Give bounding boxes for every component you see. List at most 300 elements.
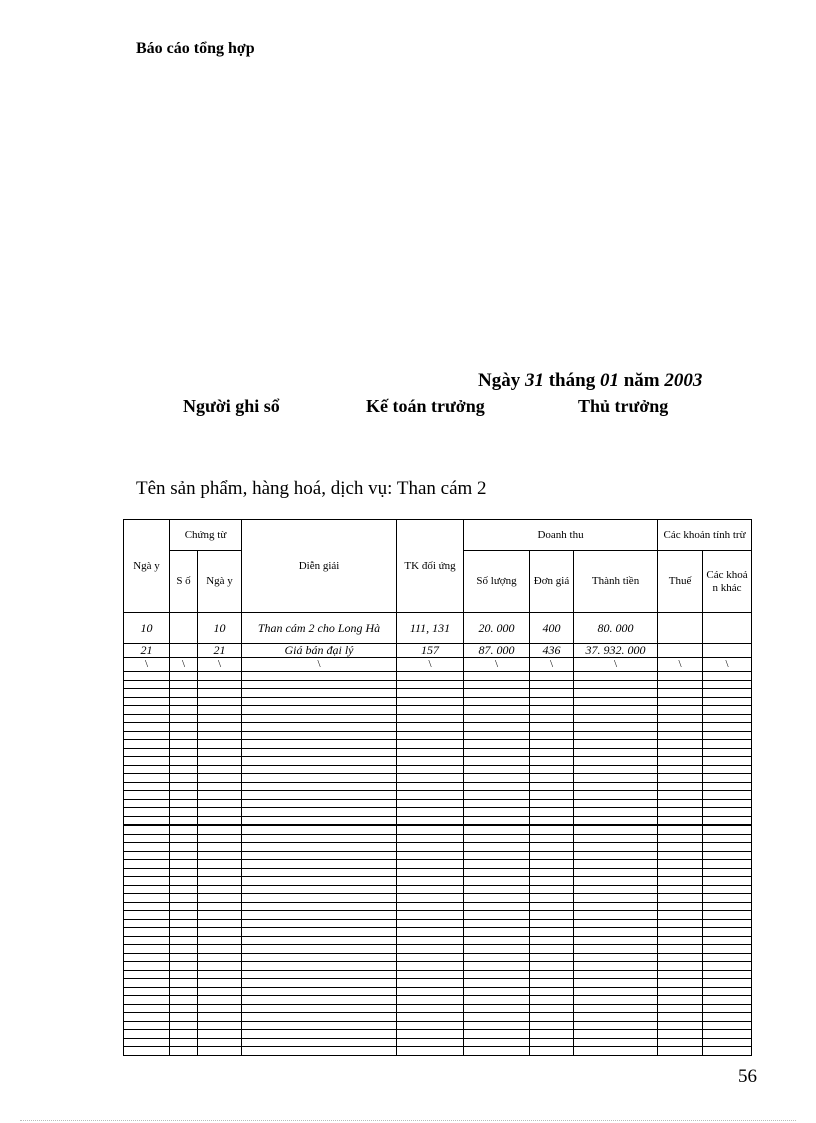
table-row [124, 644, 752, 658]
signature-head: Thủ trưởng [578, 396, 669, 416]
empty-cell [242, 1030, 397, 1039]
empty-cell [703, 680, 752, 689]
empty-cell [703, 885, 752, 894]
empty-cell [464, 689, 530, 698]
empty-row [124, 723, 752, 732]
empty-cell [124, 774, 170, 783]
empty-cell [658, 979, 703, 988]
empty-cell [530, 740, 574, 749]
empty-cell [170, 936, 198, 945]
empty-cell [703, 894, 752, 903]
empty-cell [170, 1021, 198, 1030]
empty-cell [464, 860, 530, 869]
empty-cell [397, 791, 464, 800]
header-so: S ố [170, 551, 198, 613]
empty-cell [658, 911, 703, 920]
empty-row [124, 987, 752, 996]
empty-cell [124, 911, 170, 920]
empty-cell [242, 851, 397, 860]
empty-cell [703, 714, 752, 723]
empty-cell [464, 825, 530, 834]
empty-cell [170, 706, 198, 715]
empty-cell [124, 1030, 170, 1039]
empty-cell [658, 953, 703, 962]
empty-cell [464, 919, 530, 928]
empty-cell [242, 979, 397, 988]
empty-cell [530, 1021, 574, 1030]
empty-cell [242, 706, 397, 715]
empty-cell [124, 765, 170, 774]
empty-cell [170, 885, 198, 894]
empty-cell [242, 902, 397, 911]
empty-cell [124, 928, 170, 937]
empty-cell [397, 1004, 464, 1013]
empty-cell [574, 945, 658, 954]
empty-cell [574, 877, 658, 886]
empty-cell [530, 697, 574, 706]
empty-cell [242, 1047, 397, 1056]
empty-cell [170, 825, 198, 834]
empty-cell [124, 1021, 170, 1030]
empty-cell [124, 740, 170, 749]
date-year-label: năm [618, 370, 665, 391]
empty-cell [198, 885, 242, 894]
empty-cell [574, 757, 658, 766]
empty-cell [703, 731, 752, 740]
empty-cell [703, 672, 752, 681]
empty-cell [124, 816, 170, 825]
empty-cell [658, 731, 703, 740]
empty-cell [397, 672, 464, 681]
empty-cell [242, 680, 397, 689]
empty-row [124, 843, 752, 852]
empty-cell [464, 757, 530, 766]
empty-cell [464, 945, 530, 954]
empty-cell [124, 825, 170, 834]
cell-thanh-tien: 80. 000 [574, 613, 658, 644]
empty-cell [574, 987, 658, 996]
empty-cell [170, 757, 198, 766]
empty-cell [658, 868, 703, 877]
empty-cell [703, 911, 752, 920]
empty-cell [530, 680, 574, 689]
empty-cell [242, 740, 397, 749]
empty-row [124, 877, 752, 886]
empty-cell [242, 970, 397, 979]
empty-cell [574, 911, 658, 920]
empty-cell [198, 706, 242, 715]
empty-cell [658, 928, 703, 937]
empty-cell [242, 919, 397, 928]
empty-cell [397, 936, 464, 945]
signature-recorder: Người ghi sổ [183, 396, 280, 416]
empty-cell [170, 996, 198, 1005]
empty-cell [464, 816, 530, 825]
empty-cell [397, 799, 464, 808]
empty-cell [242, 885, 397, 894]
empty-cell [464, 1021, 530, 1030]
empty-cell [464, 953, 530, 962]
empty-cell [574, 962, 658, 971]
empty-cell [530, 877, 574, 886]
product-line: Tên sản phẩm, hàng hoá, dịch vụ: Than cám 2 [136, 478, 487, 499]
empty-cell [124, 723, 170, 732]
marker-cell: \ [124, 658, 170, 672]
empty-cell [198, 774, 242, 783]
empty-cell [242, 723, 397, 732]
empty-cell [242, 774, 397, 783]
empty-cell [703, 816, 752, 825]
empty-cell [198, 894, 242, 903]
empty-cell [703, 877, 752, 886]
empty-cell [703, 996, 752, 1005]
empty-cell [198, 928, 242, 937]
empty-row [124, 706, 752, 715]
empty-cell [530, 945, 574, 954]
empty-cell [170, 928, 198, 937]
empty-cell [658, 825, 703, 834]
empty-cell [464, 1047, 530, 1056]
empty-row [124, 1038, 752, 1047]
empty-cell [703, 1013, 752, 1022]
empty-cell [703, 843, 752, 852]
empty-row [124, 970, 752, 979]
empty-cell [530, 996, 574, 1005]
cell-thue [658, 644, 703, 658]
empty-cell [574, 731, 658, 740]
header-chung-tu: Chứng từ [170, 520, 242, 551]
empty-cell [198, 791, 242, 800]
empty-cell [397, 706, 464, 715]
empty-cell [198, 1047, 242, 1056]
empty-cell [574, 1013, 658, 1022]
empty-cell [170, 748, 198, 757]
empty-cell [574, 697, 658, 706]
empty-cell [242, 962, 397, 971]
empty-cell [574, 928, 658, 937]
empty-cell [703, 689, 752, 698]
empty-cell [242, 843, 397, 852]
empty-cell [124, 851, 170, 860]
empty-cell [530, 731, 574, 740]
empty-cell [170, 945, 198, 954]
empty-cell [397, 987, 464, 996]
empty-cell [170, 723, 198, 732]
empty-cell [397, 689, 464, 698]
empty-row [124, 740, 752, 749]
empty-cell [397, 962, 464, 971]
empty-cell [170, 953, 198, 962]
empty-cell [658, 757, 703, 766]
empty-cell [703, 979, 752, 988]
empty-row [124, 953, 752, 962]
empty-cell [170, 987, 198, 996]
empty-cell [464, 799, 530, 808]
empty-cell [703, 1038, 752, 1047]
empty-cell [124, 782, 170, 791]
empty-cell [464, 697, 530, 706]
empty-row [124, 672, 752, 681]
empty-row [124, 714, 752, 723]
date-year: 2003 [664, 370, 703, 391]
empty-row [124, 834, 752, 843]
empty-cell [574, 799, 658, 808]
empty-cell [464, 1004, 530, 1013]
empty-cell [464, 877, 530, 886]
empty-cell [464, 868, 530, 877]
cell-thue [658, 613, 703, 644]
empty-cell [530, 894, 574, 903]
cell-so-luong: 87. 000 [464, 644, 530, 658]
empty-cell [397, 834, 464, 843]
empty-cell [397, 680, 464, 689]
empty-cell [198, 970, 242, 979]
empty-cell [170, 765, 198, 774]
empty-cell [464, 714, 530, 723]
header-tk-doi-ung: TK đối ứng [397, 520, 464, 613]
empty-cell [530, 911, 574, 920]
empty-cell [574, 808, 658, 817]
empty-cell [198, 714, 242, 723]
date-month-label: tháng [543, 370, 600, 391]
empty-cell [397, 774, 464, 783]
empty-row [124, 902, 752, 911]
empty-cell [464, 765, 530, 774]
empty-cell [124, 894, 170, 903]
empty-cell [658, 816, 703, 825]
empty-row [124, 680, 752, 689]
empty-cell [242, 1021, 397, 1030]
empty-cell [124, 1047, 170, 1056]
empty-cell [124, 834, 170, 843]
empty-cell [124, 731, 170, 740]
empty-cell [658, 1047, 703, 1056]
empty-cell [464, 1013, 530, 1022]
empty-cell [397, 757, 464, 766]
empty-cell [242, 911, 397, 920]
empty-row [124, 697, 752, 706]
empty-cell [530, 979, 574, 988]
empty-cell [170, 731, 198, 740]
empty-cell [464, 740, 530, 749]
empty-cell [198, 748, 242, 757]
empty-cell [124, 936, 170, 945]
empty-cell [198, 723, 242, 732]
empty-cell [658, 791, 703, 800]
date-line [478, 370, 702, 392]
empty-cell [703, 1047, 752, 1056]
empty-cell [658, 987, 703, 996]
cell-thanh-tien: 37. 932. 000 [574, 644, 658, 658]
empty-cell [703, 799, 752, 808]
empty-cell [170, 816, 198, 825]
empty-row [124, 808, 752, 817]
empty-cell [658, 885, 703, 894]
empty-cell [397, 894, 464, 903]
empty-cell [464, 894, 530, 903]
empty-cell [464, 843, 530, 852]
empty-cell [658, 706, 703, 715]
empty-cell [703, 962, 752, 971]
empty-cell [242, 782, 397, 791]
empty-cell [397, 748, 464, 757]
empty-cell [124, 996, 170, 1005]
empty-cell [658, 834, 703, 843]
empty-cell [530, 714, 574, 723]
empty-row [124, 765, 752, 774]
empty-cell [242, 1004, 397, 1013]
empty-row [124, 885, 752, 894]
empty-cell [530, 808, 574, 817]
empty-cell [397, 1047, 464, 1056]
empty-cell [242, 1038, 397, 1047]
empty-cell [397, 782, 464, 791]
empty-cell [397, 816, 464, 825]
empty-cell [397, 911, 464, 920]
empty-cell [242, 928, 397, 937]
empty-cell [703, 919, 752, 928]
empty-cell [464, 970, 530, 979]
cell-ngay: 21 [124, 644, 170, 658]
empty-cell [574, 723, 658, 732]
empty-cell [658, 1004, 703, 1013]
marker-cell: \ [658, 658, 703, 672]
cell-ngay-ct: 21 [198, 644, 242, 658]
empty-cell [530, 816, 574, 825]
empty-cell [397, 825, 464, 834]
empty-cell [198, 851, 242, 860]
empty-cell [574, 816, 658, 825]
empty-cell [658, 945, 703, 954]
empty-cell [170, 680, 198, 689]
header-thue: Thuế [658, 551, 703, 613]
empty-cell [574, 765, 658, 774]
empty-cell [198, 1013, 242, 1022]
empty-cell [198, 1004, 242, 1013]
empty-cell [242, 697, 397, 706]
empty-cell [242, 834, 397, 843]
empty-cell [124, 1004, 170, 1013]
empty-cell [124, 868, 170, 877]
empty-cell [658, 723, 703, 732]
empty-row [124, 962, 752, 971]
empty-cell [124, 808, 170, 817]
empty-row [124, 1004, 752, 1013]
empty-cell [397, 860, 464, 869]
empty-cell [198, 860, 242, 869]
empty-cell [658, 782, 703, 791]
empty-cell [574, 672, 658, 681]
marker-cell: \ [170, 658, 198, 672]
empty-cell [198, 877, 242, 886]
empty-cell [464, 979, 530, 988]
empty-cell [574, 706, 658, 715]
cell-don-gia: 400 [530, 613, 574, 644]
empty-cell [242, 996, 397, 1005]
empty-cell [464, 672, 530, 681]
empty-cell [574, 851, 658, 860]
empty-cell [198, 816, 242, 825]
empty-cell [658, 714, 703, 723]
page-number: 56 [738, 1066, 757, 1087]
empty-cell [242, 765, 397, 774]
empty-row [124, 774, 752, 783]
empty-cell [170, 714, 198, 723]
empty-cell [170, 877, 198, 886]
empty-cell [198, 953, 242, 962]
empty-cell [198, 757, 242, 766]
empty-cell [198, 843, 242, 852]
empty-cell [658, 851, 703, 860]
empty-cell [658, 936, 703, 945]
empty-cell [574, 894, 658, 903]
empty-cell [703, 1021, 752, 1030]
empty-cell [658, 1030, 703, 1039]
empty-cell [242, 757, 397, 766]
empty-cell [170, 868, 198, 877]
empty-cell [242, 936, 397, 945]
header-ngay-chung-tu: Ngà y [198, 551, 242, 613]
empty-cell [574, 970, 658, 979]
empty-cell [574, 714, 658, 723]
empty-cell [124, 962, 170, 971]
empty-row [124, 919, 752, 928]
empty-cell [170, 860, 198, 869]
empty-cell [124, 970, 170, 979]
empty-cell [574, 919, 658, 928]
empty-cell [530, 860, 574, 869]
empty-cell [574, 689, 658, 698]
empty-cell [397, 996, 464, 1005]
empty-cell [464, 1030, 530, 1039]
empty-cell [124, 748, 170, 757]
date-month: 01 [599, 370, 619, 391]
empty-cell [242, 894, 397, 903]
empty-cell [397, 970, 464, 979]
empty-cell [124, 885, 170, 894]
empty-cell [242, 816, 397, 825]
empty-cell [574, 748, 658, 757]
empty-cell [124, 689, 170, 698]
empty-cell [397, 1030, 464, 1039]
empty-cell [658, 970, 703, 979]
empty-cell [397, 1038, 464, 1047]
empty-cell [242, 799, 397, 808]
empty-row [124, 979, 752, 988]
table-row [124, 613, 752, 644]
empty-cell [530, 723, 574, 732]
marker-cell: \ [198, 658, 242, 672]
empty-cell [464, 928, 530, 937]
empty-cell [198, 1021, 242, 1030]
empty-cell [198, 919, 242, 928]
header-don-gia: Đơn giá [530, 551, 574, 613]
empty-row [124, 851, 752, 860]
empty-cell [397, 928, 464, 937]
empty-cell [530, 706, 574, 715]
empty-row [124, 911, 752, 920]
empty-cell [464, 748, 530, 757]
empty-cell [198, 911, 242, 920]
empty-cell [703, 928, 752, 937]
empty-cell [198, 672, 242, 681]
empty-cell [242, 672, 397, 681]
empty-cell [170, 1013, 198, 1022]
empty-cell [397, 1013, 464, 1022]
empty-cell [530, 868, 574, 877]
empty-cell [464, 731, 530, 740]
empty-cell [170, 843, 198, 852]
